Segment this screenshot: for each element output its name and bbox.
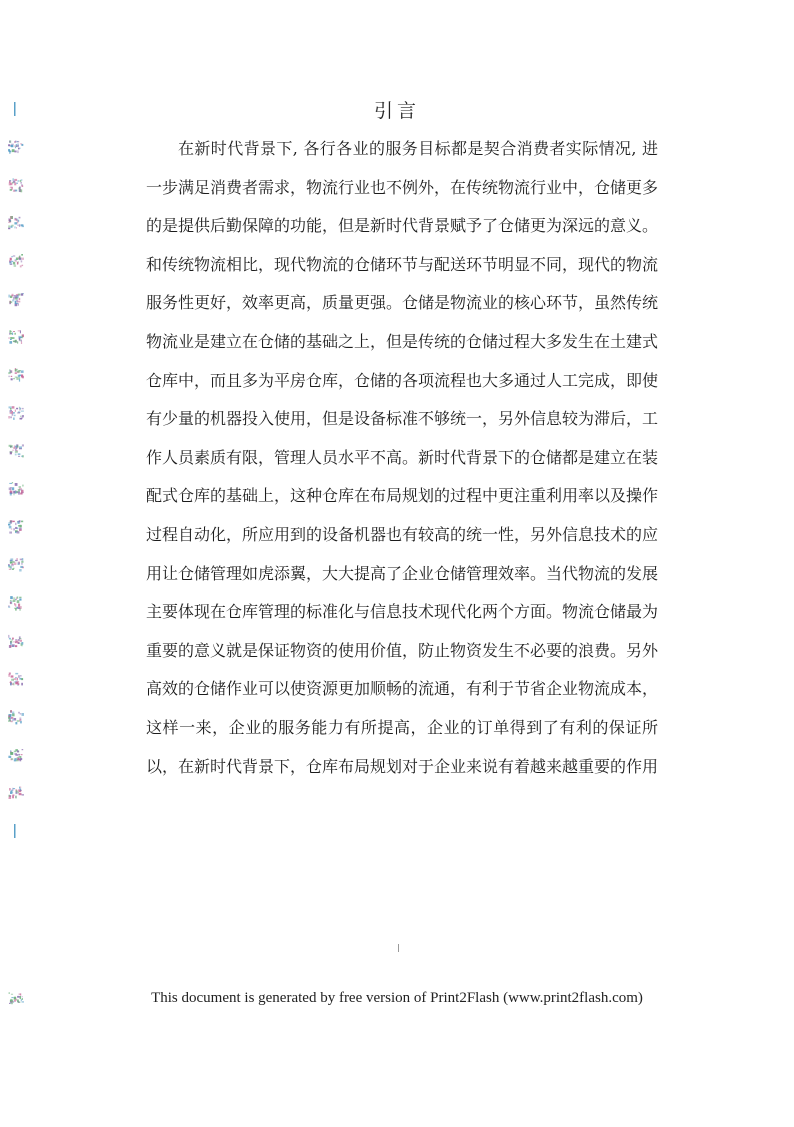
margin-artifact	[8, 596, 22, 611]
margin-artifact	[9, 787, 25, 799]
margin-artifact-column	[4, 0, 24, 1123]
margin-artifact	[8, 330, 24, 344]
margin-artifact	[8, 558, 24, 572]
margin-artifact	[9, 482, 24, 496]
margin-artifact-marks	[4, 0, 24, 1123]
margin-artifact	[8, 520, 23, 534]
margin-artifact	[8, 635, 23, 648]
margin-artifact	[8, 406, 24, 420]
margin-artifact	[8, 368, 24, 382]
margin-artifact	[8, 140, 23, 154]
margin-artifact	[9, 254, 24, 267]
margin-artifact	[8, 216, 24, 229]
generator-footer-note: This document is generated by free version of Print2Flash (www.print2flash.com)	[151, 990, 643, 1006]
margin-artifact	[8, 293, 24, 306]
margin-artifact	[14, 824, 16, 838]
page-number-tick	[398, 944, 399, 952]
margin-artifact	[8, 710, 24, 724]
body-paragraph: 在新时代背景下, 各行各业的服务目标都是契合消费者实际情况, 进一步满足消费者需求，物流行业也不例外，在传统物流行业中，仓储更多的是提供后勤保障的功能，但是新时代背景赋予了仓储更为深远的意义。和传统物流相比，现代物流的仓储环节与配送环节明显不同，现代的物流服务性更好，效率更高，质量更强。仓储是物流业的核心环节，虽然传统物流业是建立在仓储的基础之上，但是传统的仓储过程大多发生在土建式仓库中，而且多为平房仓库，仓储的各项流程也大多通过人工完成，即使有少量的机器投入使用，但是设备标准不够统一，另外信息较为滞后，工作人员素质有限，管理人员水平不高。新时代背景下的仓储都是建立在装配式仓库的基础上，这种仓库在布局规划的过程中更注重利用率以及操作过程自动化，所应用到的设备机器也有较高的统一性，另外信息技术的应用让仓储管理如虎添翼，大大提高了企业仓储管理效率。当代物流的发展主要体现在仓库管理的标准化与信息技术现代化两个方面。物流仓储最为重要的意义就是保证物资的使用价值，防止物资发生不必要的浪费。另外高效的仓储作业可以使资源更加顺畅的流通，有利于节省企业物流成本，这样一来，企业的服务能力有所提高，企业的订单得到了有利的保证所以，在新时代背景下，仓库布局规划对于企业来说有着越来越重要的作用	[146, 139, 659, 776]
page-title: 引言	[373, 100, 420, 122]
margin-artifact	[9, 444, 24, 457]
margin-artifact	[8, 749, 23, 761]
margin-artifact	[8, 673, 23, 686]
margin-artifact	[9, 178, 24, 192]
